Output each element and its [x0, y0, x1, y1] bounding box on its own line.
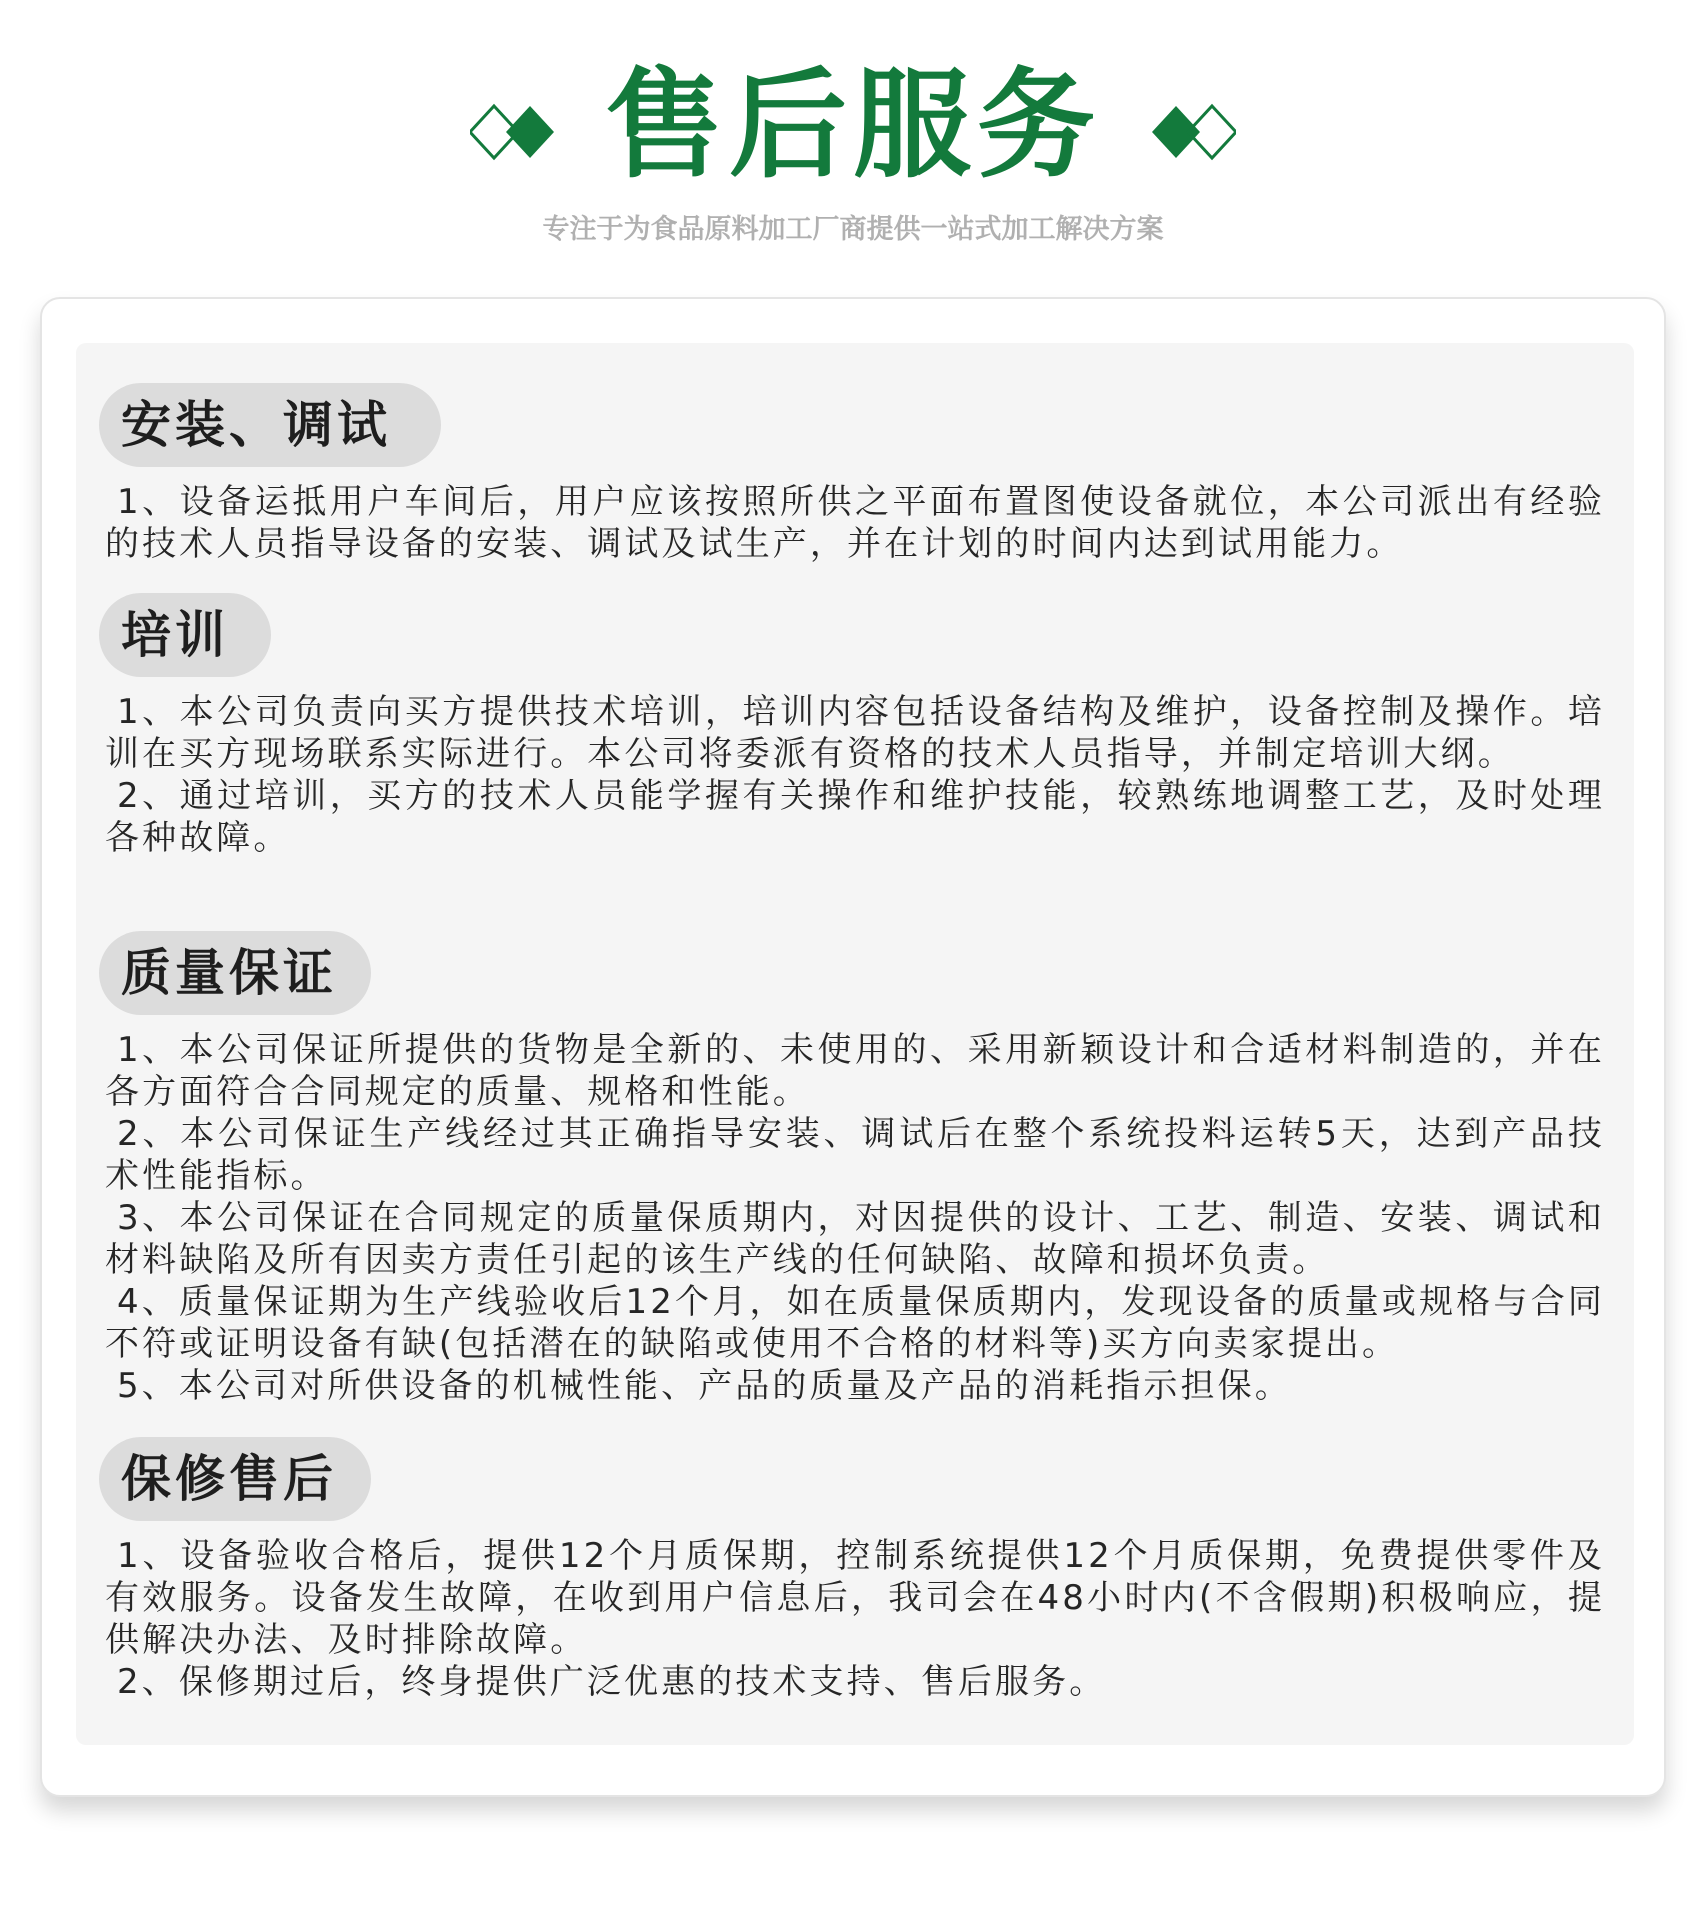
section-body-installation: [105, 481, 1605, 565]
paragraph: 1、本公司保证所提供的货物是全新的、未使用的、采用新颖设计和合适材料制造的，并在各方面符合合同规定的质量、规格和性能。: [105, 1030, 1605, 1112]
section-body-warranty: [105, 1535, 1605, 1703]
section-body-quality: [105, 1029, 1605, 1407]
paragraph: 2、保修期过后，终身提供广泛优惠的技术支持、售后服务。: [117, 1662, 1107, 1702]
diamond-pair-icon: [1136, 100, 1236, 164]
paragraph: 4、质量保证期为生产线验收后12个月，如在质量保质期内，发现设备的质量或规格与合同不符或证明设备有缺(包括潜在的缺陷或使用不合格的材料等)买方向卖家提出。: [105, 1282, 1605, 1364]
paragraph: 3、本公司保证在合同规定的质量保质期内，对因提供的设计、工艺、制造、安装、调试和材料缺陷及所有因卖方责任引起的该生产线的任何缺陷、故障和损坏负责。: [105, 1198, 1605, 1280]
service-content: [76, 343, 1634, 1745]
service-card: [40, 297, 1666, 1797]
page-title: 售后服务: [604, 56, 1101, 194]
paragraph: 1、设备运抵用户车间后，用户应该按照所供之平面布置图使设备就位，本公司派出有经验的技术人员指导设备的安装、调试及试生产，并在计划的时间内达到试用能力。: [105, 482, 1605, 564]
section-heading-quality: 质量保证: [99, 931, 371, 1015]
section-heading-warranty: 保修售后: [99, 1437, 371, 1521]
section-heading-installation: 安装、调试: [99, 383, 441, 467]
page-header: [0, 0, 1706, 260]
paragraph: 2、通过培训，买方的技术人员能学握有关操作和维护技能，较熟练地调整工艺，及时处理各种故障。: [105, 776, 1605, 858]
paragraph: 1、本公司负责向买方提供技术培训，培训内容包括设备结构及维护，设备控制及操作。培训在买方现场联系实际进行。本公司将委派有资格的技术人员指导，并制定培训大纲。: [105, 692, 1605, 774]
paragraph: 1、设备验收合格后，提供12个月质保期，控制系统提供12个月质保期，免费提供零件及有效服务。设备发生故障，在收到用户信息后，我司会在48小时内(不含假期)积极响应，提供解决办法、及时排除故障。: [105, 1536, 1605, 1660]
page-subtitle: 专注于为食品原料加工厂商提供一站式加工解决方案: [542, 214, 1164, 245]
section-body-training: [105, 691, 1605, 859]
paragraph: 5、本公司对所供设备的机械性能、产品的质量及产品的消耗指示担保。: [117, 1366, 1292, 1406]
paragraph: 2、本公司保证生产线经过其正确指导安装、调试后在整个系统投料运转5天，达到产品技术性能指标。: [105, 1114, 1605, 1196]
section-heading-training: 培训: [99, 593, 271, 677]
